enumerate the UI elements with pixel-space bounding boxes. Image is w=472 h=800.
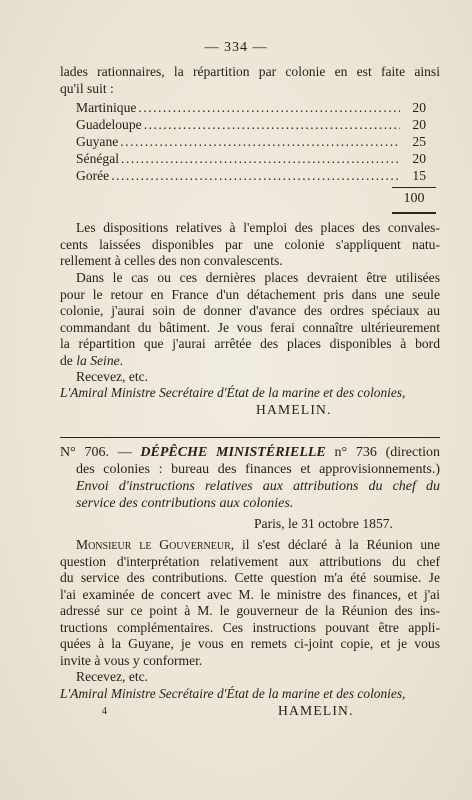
dateline: Paris, le 31 octobre 1857. [254, 516, 393, 531]
paragraph-line: tructions complémentaires. Ces instructions pouvant être appli- [60, 619, 440, 635]
paragraph-line: la répartition que j'aurai arrêtée des places disponibles à bord [60, 336, 440, 351]
leader-dots [138, 100, 400, 116]
colony-name: Guadeloupe [76, 117, 142, 132]
signature-title: L'Amiral Ministre Secrétaire d'État de la marine et des colonies, [60, 385, 406, 400]
intro-line-2: qu'il suit : [60, 80, 114, 96]
intro-line-1: lades rationnaires, la répartition par colonie en est faite ainsi [60, 64, 440, 79]
page-number: — 334 — [204, 40, 268, 55]
signature-name: HAMELIN. [278, 703, 354, 718]
paragraph-line: Les dispositions relatives à l'emploi des places des convales- [76, 220, 440, 235]
entry-number: N° 706. [60, 445, 109, 460]
paragraph-line: du service des contributions. Cette question m'a été soumise. Je [60, 570, 440, 585]
paragraph-line: question d'interprétation relativement aux attributions du chef [60, 553, 440, 569]
entry-subject-line: service des contributions aux colonies. [76, 496, 294, 511]
total-value: 100 [403, 191, 425, 206]
leader-dots [111, 168, 400, 184]
entry-heading-line-1 [60, 444, 440, 461]
ship-name: la Seine [76, 352, 120, 368]
paragraph-line: commandant du bâtiment. Je vous ferai connaître ultérieurement [60, 319, 440, 335]
leader-dots [144, 117, 400, 133]
intro-paragraph [60, 64, 440, 97]
letter-body [60, 537, 440, 669]
paragraph-line: adressé sur ce point à M. le gouverneur de la Réunion des ins- [60, 603, 440, 618]
section-divider [60, 437, 440, 438]
entry-dash: — [108, 445, 141, 460]
paragraph-line: colonie, j'aurai soin de donner d'avance des ordres spéciaux au [60, 303, 440, 318]
colony-name: Sénégal [76, 151, 120, 166]
signature-name: HAMELIN. [256, 402, 332, 417]
closing-recevez: Recevez, etc. [76, 669, 149, 684]
letter-line-1 [60, 537, 440, 554]
leader-dots [120, 134, 400, 150]
paragraph-convalescents [60, 220, 440, 270]
paragraph-line: pour le retour en France d'un détachement pris dans une seule [60, 286, 440, 302]
colony-value: 25 [412, 134, 426, 149]
colony-value: 20 [412, 151, 426, 166]
colony-value: 15 [412, 168, 426, 183]
paragraph-line: cents laissées disponibles par une colonie s'appliquent natu- [60, 236, 440, 252]
colony-name: Gorée [76, 168, 110, 183]
table-row [76, 134, 426, 151]
leader-dots [121, 151, 400, 167]
entry-ref: n° 736 (direction [325, 445, 440, 460]
table-row [76, 117, 426, 134]
paragraph-line-final [60, 353, 440, 370]
paragraph-line-start: de [60, 352, 77, 368]
signature-title: L'Amiral Ministre Secrétaire d'État de la marine et des colonies, [60, 686, 406, 701]
entry-kind: DÉPÊCHE MINISTÉRIELLE [140, 445, 326, 460]
entry-subject-line: Envoi d'instructions relatives aux attributions du chef du [76, 479, 440, 494]
total-rule [392, 187, 436, 188]
paragraph-end: . [119, 352, 124, 368]
paragraph-line: quées à la Guyane, je vous en remets ci-joint copie, et je vous [60, 636, 440, 651]
paragraph-line: invite à vous y conformer. [60, 652, 203, 668]
paragraph-line: Dans le cas ou ces dernières places devraient être utilisées [76, 270, 440, 285]
letter-line-rest: , il s'est déclaré à la Réunion une [230, 537, 440, 552]
table-row [76, 151, 426, 168]
paragraph-line: rellement à celles des non convalescents. [60, 253, 283, 268]
colony-value: 20 [412, 117, 426, 132]
table-row [76, 168, 426, 185]
footnote-mark: 4 [102, 706, 107, 717]
salutation: Monsieur le Gouverneur [76, 537, 231, 552]
colony-value: 20 [412, 100, 426, 115]
entry-heading-line-2: des colonies : bureau des finances et approvisionnements.) [76, 462, 440, 477]
colony-name: Martinique [76, 100, 137, 115]
total-underline [392, 212, 436, 214]
entry-heading [60, 444, 440, 512]
table-row [76, 100, 426, 117]
distribution-table [76, 100, 426, 185]
closing-recevez: Recevez, etc. [76, 369, 149, 384]
colony-name: Guyane [76, 134, 119, 149]
paragraph-line: l'ai examinée de concert avec M. le ministre des finances, et j'ai [60, 586, 440, 602]
paragraph-detachment [60, 270, 440, 369]
